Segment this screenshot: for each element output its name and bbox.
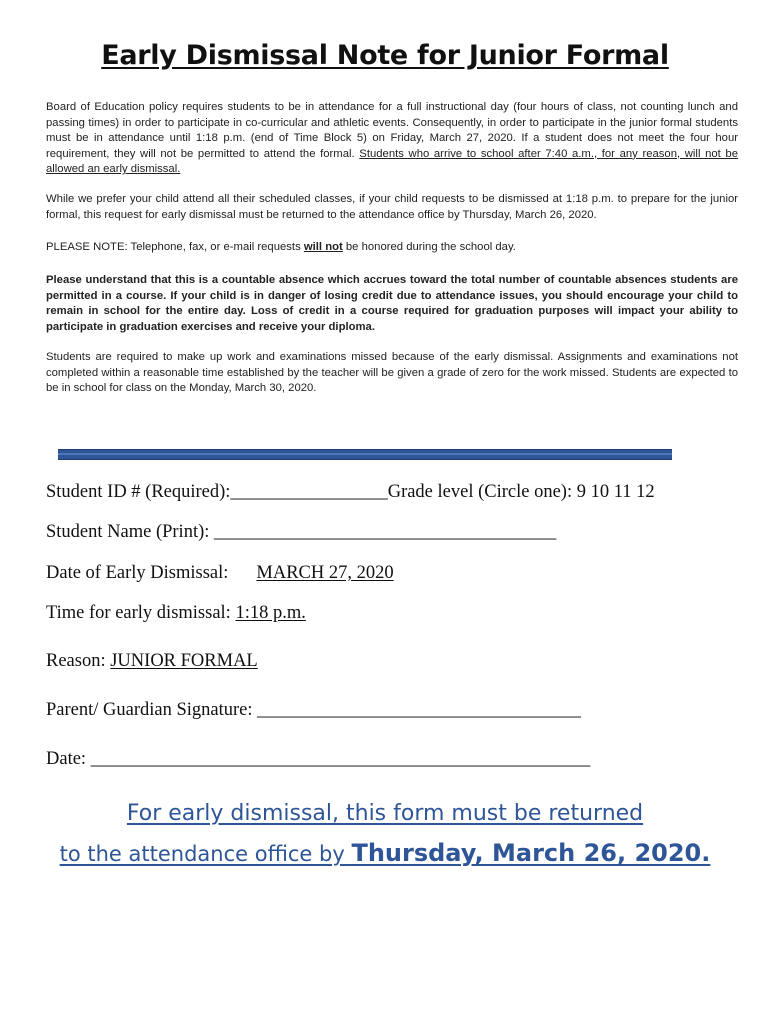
student-id-row xyxy=(46,482,655,503)
student-name-label: Student Name (Print): xyxy=(46,522,215,542)
return-deadline: Thursday, March 26, 2020. xyxy=(351,839,711,867)
date-label: Date: xyxy=(46,749,91,769)
please-note-text-end: be honored during the school day. xyxy=(342,241,516,253)
dismissal-time-value: 1:18 p.m. xyxy=(235,603,306,623)
please-note-text: PLEASE NOTE: Telephone, fax, or e-mail requests xyxy=(46,241,304,253)
student-id-field[interactable]: _________________ xyxy=(230,482,388,502)
reason-value: JUNIOR FORMAL xyxy=(110,651,258,671)
policy-paragraph xyxy=(46,100,738,178)
dismissal-time-label: Time for early dismissal: xyxy=(46,603,236,623)
grade-level-label: Grade level (Circle one): 9 10 11 12 xyxy=(387,482,655,502)
dismissal-time-row xyxy=(46,603,306,624)
signature-label: Parent/ Guardian Signature: xyxy=(46,700,258,720)
date-row xyxy=(46,749,590,770)
will-not-emphasis: will not xyxy=(303,241,343,253)
makeup-work-paragraph: Students are required to make up work and examinations missed because of the early dismissal. Assignments and examinations not completed within a reasonable time established by the teacher will be given a grade of zero for the work missed. Students are expected to be in school for class on the Monday, March 30, 2020. xyxy=(46,351,738,395)
signature-row xyxy=(46,700,581,721)
dismissal-date-value: MARCH 27, 2020 xyxy=(256,563,394,583)
reason-row xyxy=(46,651,258,672)
please-note-paragraph xyxy=(46,240,738,256)
signature-field[interactable]: ___________________________________ xyxy=(257,700,581,720)
countable-absence-paragraph: Please understand that this is a countable absence which accrues toward the total number of countable absences students are permitted in a course. If your child is in danger of losing credit due to attendance issues, you should encourage your child to remain in school for the entire day. Loss of credit in a course required for graduation purposes will impact your ability to participate in graduation exercises and receive your diploma. xyxy=(46,274,738,333)
return-notice-line-2 xyxy=(0,839,770,867)
page-title: Early Dismissal Note for Junior Formal xyxy=(101,40,669,71)
reason-label: Reason: xyxy=(46,651,111,671)
return-notice-line-1: For early dismissal, this form must be returned xyxy=(126,801,644,826)
return-notice-prefix: to the attendance office by xyxy=(59,842,352,866)
section-divider xyxy=(58,449,672,460)
request-paragraph: While we prefer your child attend all their scheduled classes, if your child requests to be dismissed at 1:18 p.m. to prepare for the junior formal, this request for early dismissal must be returned to the attendance office by Thursday, March 26, 2020. xyxy=(46,193,738,221)
student-name-row xyxy=(46,522,556,543)
student-name-field[interactable]: _____________________________________ xyxy=(214,522,557,542)
policy-text: Board of Education policy requires students to be in attendance for a full instructional day (four hours of class, not counting lunch and passing times) in order to participate in co-curricular and athletic events. Consequently, in order to participate in the junior formal students must be in attendance until 1:18 p.m. (end of Time Block 5) on Friday, March 27, 2020. If a student does not meet the four hour requirement, they will not be permitted to attend the formal. xyxy=(46,101,738,160)
dismissal-date-row xyxy=(46,563,394,584)
dismissal-date-label: Date of Early Dismissal: xyxy=(46,563,229,583)
student-id-label: Student ID # (Required): xyxy=(46,482,231,502)
arrival-rule-text: Students who arrive to school after 7:40 a.m., for any reason, will not be allowed an early dismissal. xyxy=(46,147,739,176)
date-field[interactable]: ______________________________________________________ xyxy=(90,749,591,769)
